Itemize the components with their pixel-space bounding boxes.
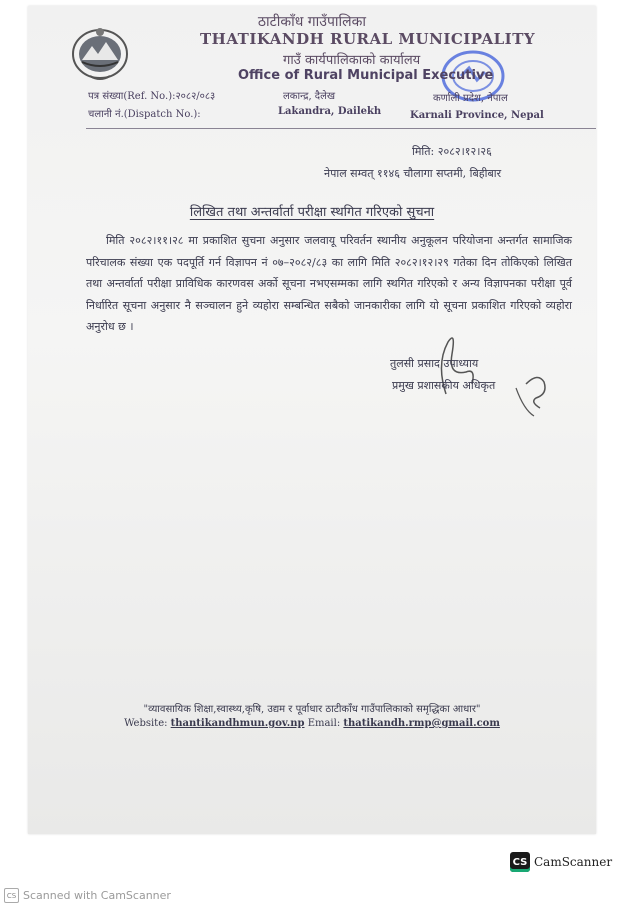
scanned-with-text: Scanned with CamScanner bbox=[23, 889, 171, 902]
footer-contact bbox=[28, 718, 596, 729]
municipality-name-np: ठाटीकाँध गाउँपालिका bbox=[257, 14, 367, 30]
dispatch-number: चलानी नं.(Dispatch No.): bbox=[88, 109, 201, 120]
email-link[interactable]: thatikandh.rmp@gmail.com bbox=[343, 718, 500, 729]
camscanner-name: CamScanner bbox=[534, 855, 613, 869]
scanned-document bbox=[28, 6, 596, 834]
camscanner-logo-icon: CS bbox=[510, 852, 530, 872]
province-en: Karnali Province, Nepal bbox=[410, 110, 544, 121]
footer-slogan: "व्यावसायिक शिक्षा,स्वास्थ्य,कृषि, उद्यम र पूर्वाधार ठाटीकाँध गाउँपालिकाको समृद्धिका आधार" bbox=[143, 704, 481, 715]
email-label: Email: bbox=[307, 718, 341, 729]
location-en: Lakandra, Dailekh bbox=[278, 106, 382, 117]
date-bs: मिति: २०८२।१२।२६ bbox=[412, 145, 492, 158]
date-nepal-sambat: नेपाल सम्वत् ११४६ चौलागा सप्तमी, बिहीबार bbox=[324, 167, 502, 180]
signatory-title: प्रमुख प्रशासकीय अधिकृत bbox=[392, 379, 496, 392]
municipality-name-en: THATIKANDH RURAL MUNICIPALITY bbox=[200, 30, 536, 48]
notice-subject-text: लिखित तथा अन्तर्वार्ता परीक्षा स्थगित गरिएको सुचना bbox=[189, 205, 435, 220]
notice-subject bbox=[28, 202, 596, 220]
location-np: लकान्द्र, दैलेख bbox=[283, 91, 336, 102]
camscanner-small-icon: CS bbox=[4, 888, 19, 903]
website-link[interactable]: thantikandhmun.gov.np bbox=[170, 718, 305, 729]
camscanner-badge bbox=[510, 852, 612, 872]
scanned-with-watermark bbox=[4, 888, 171, 903]
website-label: Website: bbox=[124, 718, 168, 729]
notice-body: मिति २०८२।११।२८ मा प्रकाशित सुचना अनुसार जलवायू परिवर्तन स्थानीय अनुकूलन परियोजना अन्तर्गत सामाजिक परिचालक संख्या एक पदपूर्ति गर्न विज्ञापन नं ०७–२०८२/८३ का लागि मिति २०८२।१२।२९ गतेका दिन तोकिएको लिखित तथा अन्तर्वार्ता परीक्षा प्राविधिक कारणवस अर्को सूचना नभएसम्मका लागि स्थगित गरिएको र अन्य विज्ञापनका परीक्षा पूर्व निर्धारित सूचना अनुसार नै सञ्चालन हुने व्यहोरा सम्बन्धित सबैको जानकारीका लागि यो सूचना प्रकाशित गरिएको व्यहोरा अनुरोध छ । bbox=[86, 234, 572, 333]
office-name-np: गाउँ कार्यपालिकाको कार्यालय bbox=[283, 53, 421, 68]
province-np: कर्णाली प्रदेश, नेपाल bbox=[433, 93, 508, 104]
ref-number: पत्र संख्या(Ref. No.):२०८२/०८३ bbox=[88, 91, 216, 102]
letterhead-divider bbox=[86, 128, 596, 129]
signatory-name: तुलसी प्रसाद उपाध्याय bbox=[390, 357, 479, 370]
municipality-emblem-icon bbox=[68, 24, 132, 82]
office-name-en: Office of Rural Municipal Executive bbox=[238, 68, 494, 83]
handwritten-signature-icon bbox=[406, 324, 556, 424]
